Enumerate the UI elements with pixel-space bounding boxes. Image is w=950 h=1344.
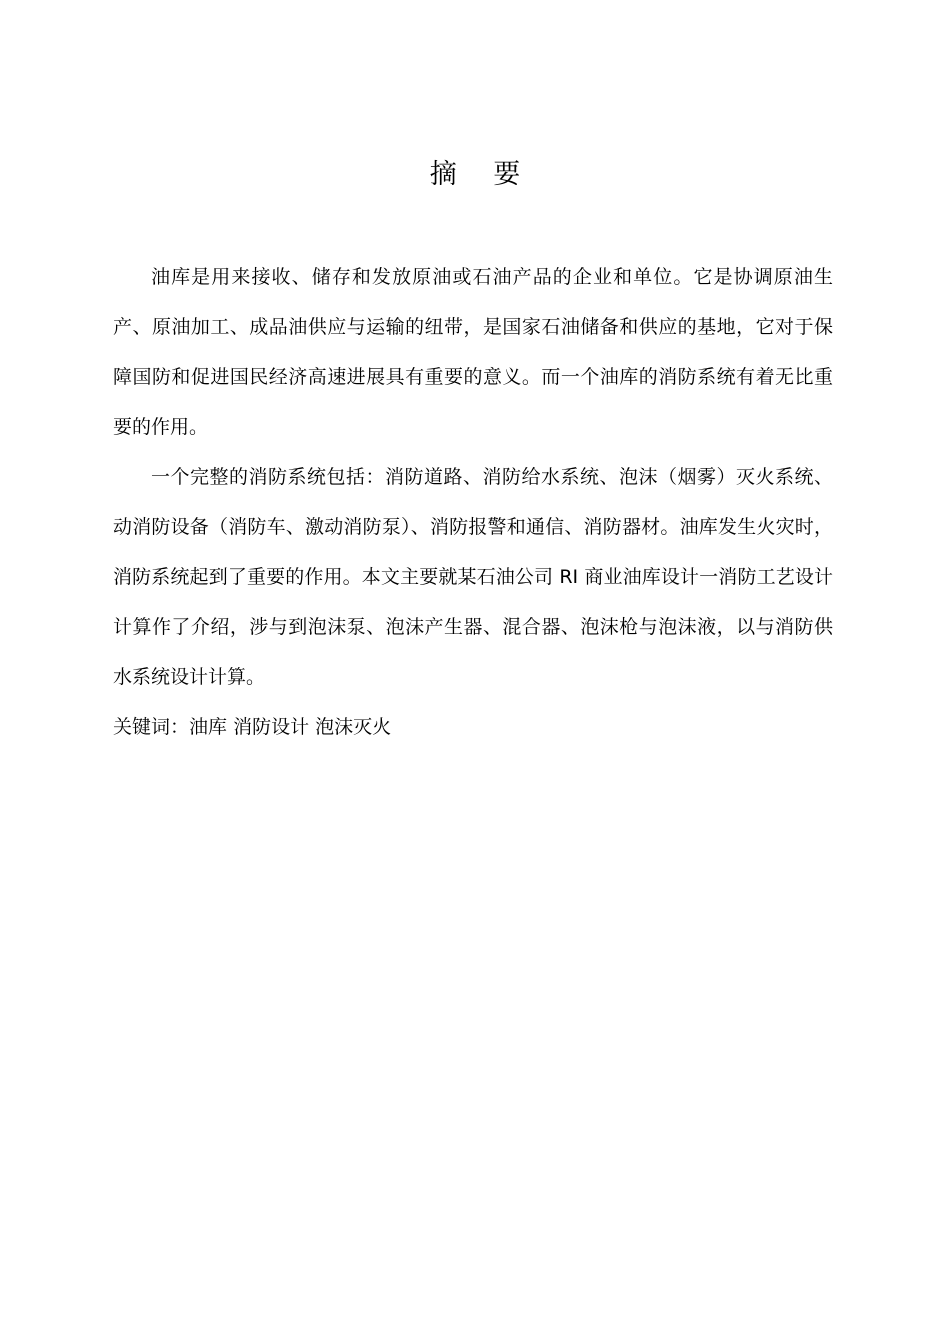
keyword-item: 消防设计 <box>233 716 310 738</box>
abstract-body <box>113 252 833 752</box>
abstract-paragraph-2: 一个完整的消防系统包括：消防道路、消防给水系统、泡沫（烟雾）灭火系统、动消防设备（消防车、激动消防泵）、消防报警和通信、消防器材。油库发生火灾时，消防系统起到了重要的作用。本文主要就某石油公司 RI 商业油库设计一消防工艺设计计算作了介绍，涉与到泡沫泵、泡沫产生器、混合器、泡沫枪与泡沫液，以与消防供水系统设计计算。 <box>113 466 833 688</box>
page-title: 摘 要 <box>429 159 535 190</box>
keywords-label: 关键词： <box>113 716 190 738</box>
keyword-item: 泡沫灭火 <box>315 716 392 738</box>
keyword-item: 油库 <box>189 716 228 738</box>
keywords-line <box>113 702 833 752</box>
abstract-paragraph-1: 油库是用来接收、储存和发放原油或石油产品的企业和单位。它是协调原油生产、原油加工、成品油供应与运输的纽带，是国家石油储备和供应的基地，它对于保障国防和促进国民经济高速进展具有重要的意义。而一个油库的消防系统有着无比重要的作用。 <box>113 266 833 438</box>
